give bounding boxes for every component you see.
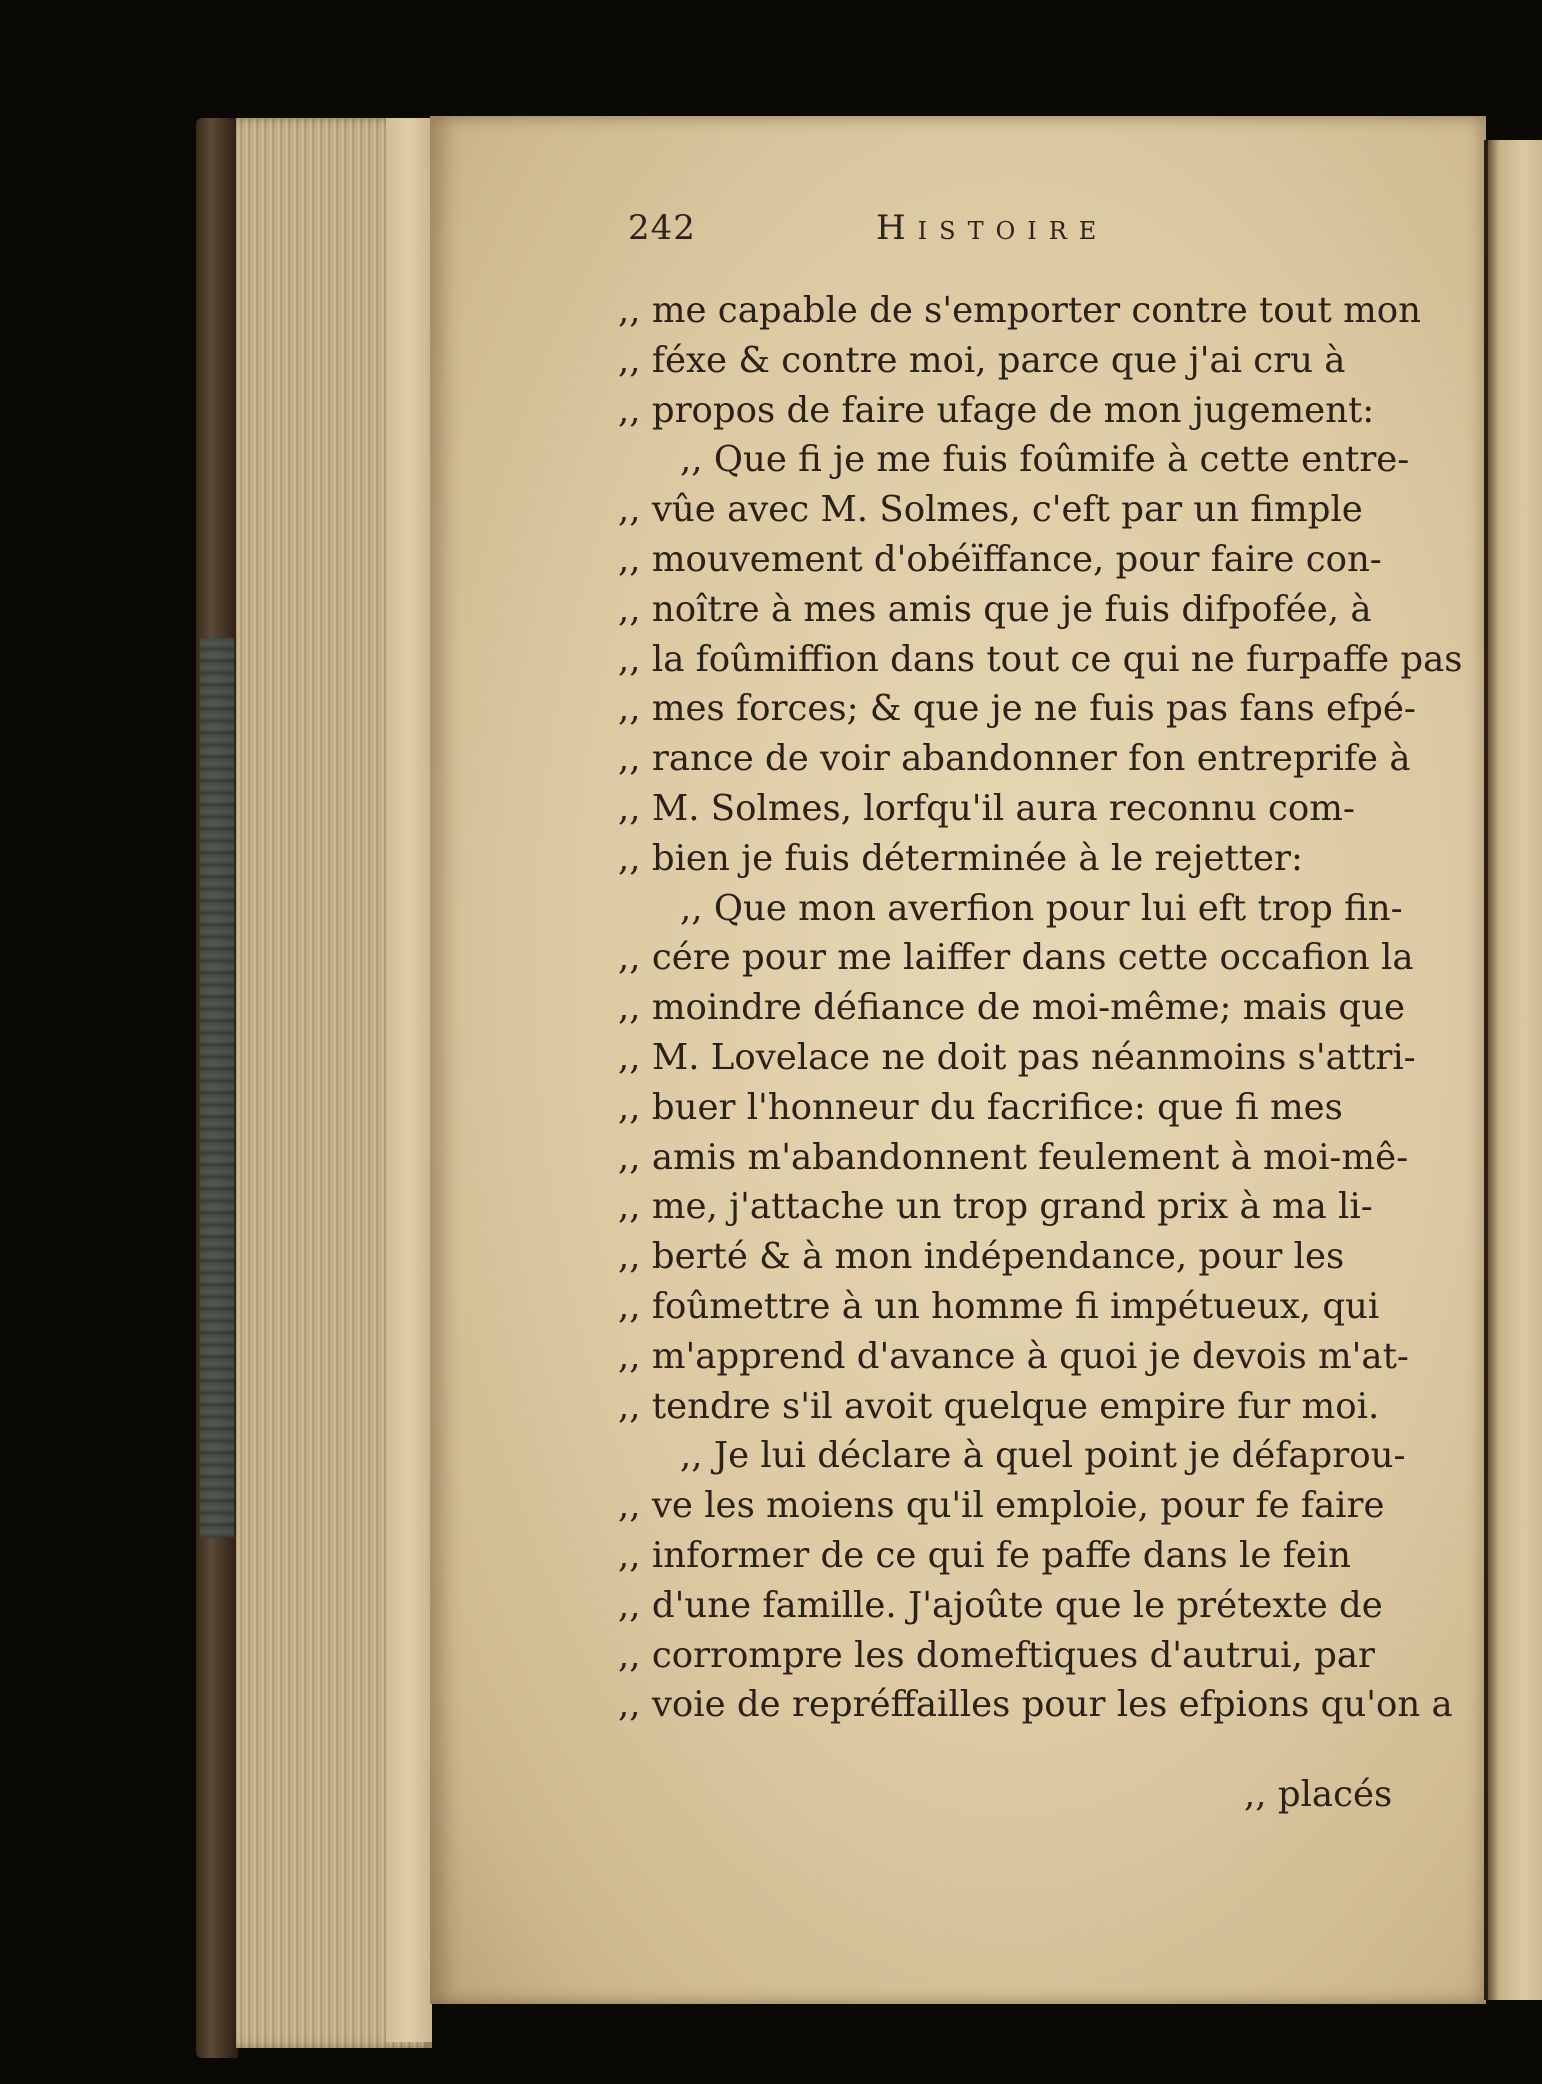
facing-page [1484,140,1542,2000]
text-line: ,, me capable de s'emporter contre tout mon [618,290,1421,331]
text-line: ,, berté & à mon indépendance, pour les [618,1236,1345,1278]
text-line: ,, m'apprend d'avance à quoi je devois m'at- [618,1335,1409,1377]
text-line: ,, tendre s'il avoit quelque empire fur moi. [618,1385,1380,1427]
text-line: ,, M. Lovelace ne doit pas néanmoins s'attri- [618,1036,1416,1078]
catchword: ,, placés [1244,1774,1393,1815]
text-line: ,, informer de ce qui fe paffe dans le fein [618,1534,1352,1576]
text-line: ,, mouvement d'obéïffance, pour faire con- [618,538,1382,580]
text-line: ,, amis m'abandonnent feulement à moi-mê- [618,1136,1409,1178]
page-header [628,208,1188,258]
text-line: ,, voie de repréffailles pour les efpions qu'on a [618,1684,1453,1726]
text-line: ,, Que mon averfion pour lui eft trop fin- [680,887,1403,929]
text-line: ,, noître à mes amis que je fuis difpofée, à [618,588,1372,630]
text-line: ,, me, j'attache un trop grand prix à ma li- [618,1186,1373,1228]
text-line: ,, Je lui déclare à quel point je défaprou- [680,1435,1406,1477]
text-line: ,, rance de voir abandonner fon entreprife à [618,738,1411,780]
running-head: Histoire [876,208,1109,248]
text-line: ,, vûe avec M. Solmes, c'eft par un fimple [618,489,1363,531]
text-line: ,, bien je fuis déterminée à le rejetter: [618,837,1303,879]
text-line: ,, cére pour me laiffer dans cette occafion la [618,937,1414,979]
book-spine [196,118,238,2058]
page-edge-highlight [386,118,432,2042]
text-line: ,, la foûmiffion dans tout ce qui ne furpaffe pas [618,638,1463,680]
text-line: ,, ve les moiens qu'il emploie, pour fe faire [618,1485,1385,1527]
text-line: ,, mes forces; & que je ne fuis pas fans efpé- [618,688,1416,730]
text-line: ,, moindre défiance de moi-même; mais que [618,987,1405,1029]
page-number: 242 [628,208,696,248]
text-line: ,, M. Solmes, lorfqu'il aura reconnu com- [618,787,1355,829]
text-line: ,, Que fi je me fuis foûmife à cette entre- [680,439,1410,481]
text-line: ,, buer l'honneur du facrifice: que fi mes [618,1086,1343,1128]
body-text [618,286,1463,1730]
text-line: ,, corrompre les domeftiques d'autrui, par [618,1634,1375,1676]
text-line: ,, d'une famille. J'ajoûte que le prétexte de [618,1584,1383,1626]
text-line: ,, foûmettre à un homme fi impétueux, qui [618,1285,1380,1327]
text-line: ,, propos de faire ufage de mon jugement: [618,389,1375,431]
text-line: ,, féxe & contre moi, parce que j'ai cru à [618,339,1346,381]
